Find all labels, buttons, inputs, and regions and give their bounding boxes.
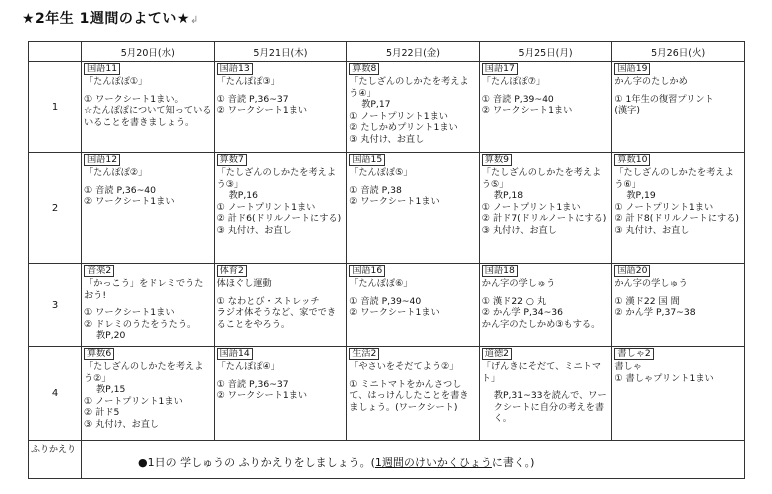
lesson-line: 「たしざんのしかたを考えよう②」 — [84, 361, 204, 384]
lesson-line: 「たんぽぽ②」 — [84, 167, 148, 178]
lesson-cell — [612, 62, 745, 153]
lesson-line: 書しゃ — [614, 361, 642, 372]
lesson-line: (漢字) — [614, 105, 640, 117]
lesson-line: 「たんぽぽ③」 — [216, 76, 280, 87]
subject-tag: 国語12 — [84, 154, 120, 166]
lesson-line: ① 音読 P,39~40 — [481, 93, 554, 105]
lesson-cell — [214, 347, 347, 441]
lesson-cell — [82, 153, 215, 264]
lesson-line: 教P,31~33を読んで、ワークシートに自分の考えを書く。 — [493, 390, 607, 425]
lesson-cell — [82, 264, 215, 347]
lesson-line: ① ノートプリント1まい — [84, 395, 183, 407]
lesson-line: ① 音読 P,39~40 — [349, 295, 422, 307]
lesson-line: ① なわとび・ストレッチ — [216, 295, 320, 307]
lesson-line: ② ワークシート1まい — [349, 307, 440, 319]
period-row — [29, 153, 745, 264]
header-corner — [29, 42, 82, 62]
lesson-line: ① ノートプリント1まい — [614, 201, 714, 213]
reflection-text-underlined: 1週間のけいかくひょう — [374, 456, 492, 469]
lesson-line: ② 計ド5 — [84, 407, 120, 419]
period-row — [29, 347, 745, 441]
lesson-line: ① 1年生の復習プリント — [614, 93, 714, 105]
lesson-line: ① 音読 P,36~37 — [216, 378, 289, 390]
lesson-line: ① 音読 P,36~40 — [84, 184, 156, 196]
lesson-line: ② ワークシート1まい — [84, 196, 175, 208]
lesson-line: ② 計ド7(ドリルノートにする) — [481, 213, 607, 225]
lesson-line: ① ノートプリント1まい — [349, 110, 448, 122]
lesson-line: ラジオ体そうなど、家でできることをやろう。 — [216, 307, 337, 330]
lesson-cell — [82, 62, 215, 153]
subject-tag: 国語15 — [349, 154, 385, 166]
lesson-cell — [347, 347, 480, 441]
lesson-line: 「たんぽぽ⑥」 — [349, 278, 413, 289]
lesson-line: 「たんぽぽ⑦」 — [481, 76, 546, 87]
lesson-line: ③ 丸付け、お直し — [84, 418, 160, 430]
lesson-line: 「たんぽぽ①」 — [84, 76, 148, 87]
lesson-line: ② たしかめプリント1まい — [349, 122, 458, 134]
lesson-cell — [479, 62, 612, 153]
subject-tag: 書しゃ2 — [614, 348, 653, 360]
lesson-line: ① 音読 P,36~37 — [216, 93, 289, 105]
lesson-line: 体ほぐし運動 — [216, 278, 272, 289]
lesson-line: 「たしざんのしかたを考えよう③」 — [216, 167, 337, 190]
lesson-line: 教P,16 — [228, 190, 258, 202]
header-row — [29, 42, 745, 62]
lesson-line: 「たんぽぽ④」 — [216, 361, 280, 372]
subject-tag: 算数7 — [217, 154, 247, 166]
subject-tag: 道徳2 — [482, 348, 512, 360]
subject-tag: 算数6 — [84, 348, 114, 360]
lesson-line: 「やさいをそだてよう②」 — [349, 361, 459, 372]
lesson-line: 「たんぽぽ⑤」 — [349, 167, 413, 178]
page-title: ★2年生 1週間のよてい★↲ — [22, 11, 199, 27]
period-label: 4 — [29, 347, 82, 441]
lesson-line: 「かっこう」をドレミでうたおう! — [84, 278, 204, 301]
lesson-line: ② ワークシート1まい — [216, 105, 308, 117]
period-label: 1 — [29, 62, 82, 153]
lesson-line: ② ワークシート1まい — [216, 390, 308, 402]
lesson-line: かん字のたしかめ③もする。 — [481, 318, 601, 330]
lesson-line: かん字のたしかめ — [614, 76, 688, 87]
reflection-label: ふりかえり — [29, 441, 82, 479]
lesson-line: ① 漢ド22 国 間 — [614, 295, 680, 307]
subject-tag: 国語14 — [217, 348, 253, 360]
period-row — [29, 264, 745, 347]
lesson-cell — [479, 264, 612, 347]
lesson-cell — [612, 264, 745, 347]
lesson-cell — [347, 153, 480, 264]
subject-tag: 国語20 — [614, 265, 650, 277]
lesson-cell — [347, 264, 480, 347]
lesson-line: ③ 丸付け、お直し — [481, 224, 557, 236]
lesson-line: ② ワークシート1まい — [481, 105, 573, 117]
period-label: 3 — [29, 264, 82, 347]
lesson-cell — [214, 264, 347, 347]
lesson-line: ② ワークシート1まい — [349, 196, 440, 208]
header-day: 5月26日(火) — [612, 42, 745, 62]
lesson-line: ☆たんぽぽについて知っているいることを書きましょう。 — [84, 105, 212, 128]
subject-tag: 音楽2 — [84, 265, 114, 277]
subject-tag: 国語18 — [482, 265, 518, 277]
lesson-cell — [82, 347, 215, 441]
reflection-text-2: に書く。) — [491, 456, 535, 469]
lesson-line: ① ワークシート1まい — [84, 307, 175, 319]
period-label: 2 — [29, 153, 82, 264]
lesson-line: ① ノートプリント1まい — [481, 201, 581, 213]
lesson-cell — [479, 153, 612, 264]
reflection-text — [82, 441, 745, 479]
lesson-cell — [479, 347, 612, 441]
lesson-line: 教P,18 — [493, 190, 524, 202]
lesson-cell — [214, 153, 347, 264]
lesson-line: ① 音読 P,38 — [349, 184, 402, 196]
subject-tag: 体育2 — [217, 265, 247, 277]
lesson-cell — [612, 153, 745, 264]
subject-tag: 国語19 — [614, 63, 650, 75]
reflection-text-1: ●1日の 学しゅうの ふりかえりをしましょう。( — [138, 456, 375, 469]
subject-tag: 国語13 — [217, 63, 253, 75]
lesson-line: ② かん学 P,34~36 — [481, 307, 563, 319]
subject-tag: 生活2 — [349, 348, 379, 360]
lesson-cell — [214, 62, 347, 153]
lesson-line: ② ドレミのうたをうたう。 — [84, 318, 197, 330]
lesson-line: ① 書しゃプリント1まい — [614, 372, 714, 384]
lesson-line: 教P,19 — [626, 190, 656, 202]
header-day: 5月25日(月) — [479, 42, 612, 62]
lesson-line: ③ 丸付け、お直し — [349, 133, 425, 145]
subject-tag: 算数9 — [482, 154, 512, 166]
lesson-line: かん字の学しゅう — [481, 278, 556, 289]
lesson-line: 「たしざんのしかたを考えよう④」 — [349, 76, 469, 99]
lesson-line: 教P,20 — [96, 330, 126, 342]
lesson-line: ③ 丸付け、お直し — [216, 224, 292, 236]
header-day: 5月22日(金) — [347, 42, 480, 62]
lesson-cell — [347, 62, 480, 153]
lesson-line: ② 計ド8(ドリルノートにする) — [614, 213, 739, 225]
lesson-line: 「たしざんのしかたを考えよう⑤」 — [481, 167, 602, 190]
subject-tag: 算数10 — [614, 154, 650, 166]
reflection-row — [29, 441, 745, 479]
lesson-line: 「たしざんのしかたを考えよう⑥」 — [614, 167, 734, 190]
header-day: 5月21日(木) — [214, 42, 347, 62]
lesson-line: ② かん学 P,37~38 — [614, 307, 696, 319]
lesson-line: 教P,15 — [96, 384, 126, 396]
period-row — [29, 62, 745, 153]
lesson-line: 「げんきにそだて、ミニトマト」 — [481, 361, 602, 384]
subject-tag: 国語16 — [349, 265, 385, 277]
lesson-line: ③ 丸付け、お直し — [614, 224, 690, 236]
subject-tag: 算数8 — [349, 63, 379, 75]
lesson-line: ① ミニトマトをかんさつして、はっけんしたことを書きましょう。(ワークシート) — [349, 378, 469, 413]
subject-tag: 国語17 — [482, 63, 518, 75]
lesson-line: ① ノートプリント1まい — [216, 201, 316, 213]
lesson-line: ① ワークシート1まい。 — [84, 93, 184, 105]
subject-tag: 国語11 — [84, 63, 120, 75]
lesson-line: 教P,17 — [361, 99, 391, 111]
lesson-line: ② 計ド6(ドリルノートにする) — [216, 213, 342, 225]
header-day: 5月20日(水) — [82, 42, 215, 62]
lesson-cell — [612, 347, 745, 441]
lesson-line: ① 漢ド22 ○ 丸 — [481, 295, 547, 307]
weekly-schedule-table — [28, 41, 745, 479]
lesson-line: かん字の学しゅう — [614, 278, 688, 289]
